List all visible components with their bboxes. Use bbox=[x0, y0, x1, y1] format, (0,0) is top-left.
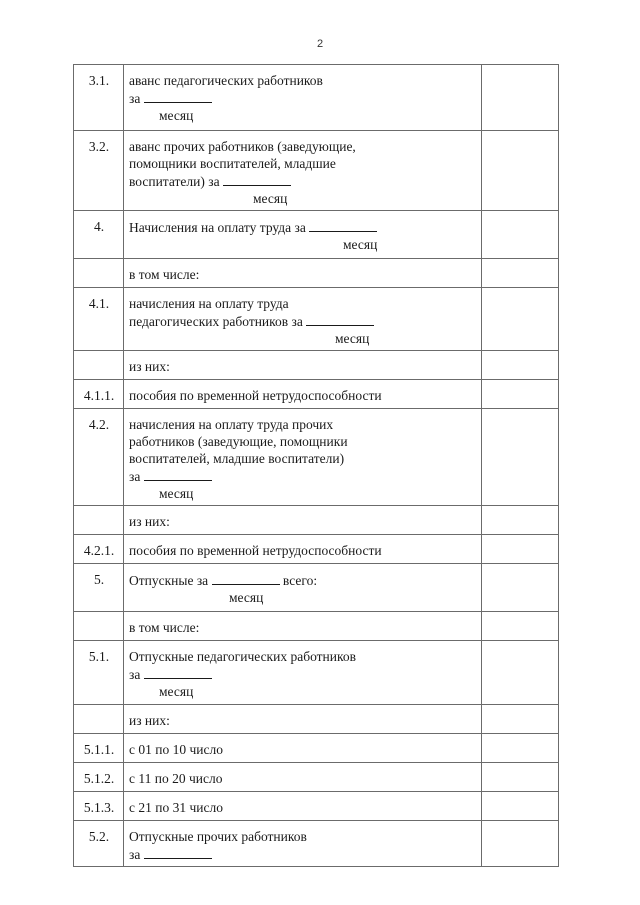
row-text-line: начисления на оплату труда bbox=[129, 296, 289, 311]
table-row bbox=[74, 792, 559, 821]
row-description bbox=[124, 564, 482, 612]
table-row bbox=[74, 705, 559, 734]
row-description bbox=[124, 65, 482, 131]
table-row bbox=[74, 821, 559, 867]
blank-field-line: за bbox=[129, 665, 477, 683]
row-text-line: аванс педагогических работников bbox=[129, 73, 323, 88]
row-description: из них: bbox=[124, 351, 482, 380]
row-number: 5.1.3. bbox=[74, 792, 124, 821]
value-cell[interactable] bbox=[482, 65, 559, 131]
row-text-line: помощники воспитателей, младшие bbox=[129, 156, 336, 171]
blank-field-line: Начисления на оплату труда за bbox=[129, 218, 477, 236]
value-cell[interactable] bbox=[482, 351, 559, 380]
blank-field[interactable] bbox=[212, 571, 280, 585]
row-description bbox=[124, 288, 482, 351]
table-row bbox=[74, 641, 559, 705]
blank-field-line: воспитатели) за bbox=[129, 172, 477, 190]
sub-label: месяц bbox=[229, 590, 264, 605]
row-number bbox=[74, 612, 124, 641]
row-description: пособия по временной нетрудоспособности bbox=[124, 535, 482, 564]
row-text-line: Отпускные педагогических работников bbox=[129, 649, 356, 664]
table-row bbox=[74, 734, 559, 763]
value-cell[interactable] bbox=[482, 380, 559, 409]
blank-field[interactable] bbox=[306, 312, 374, 326]
row-text-line: воспитателей, младшие воспитатели) bbox=[129, 451, 345, 466]
row-description: в том числе: bbox=[124, 259, 482, 288]
table-row bbox=[74, 259, 559, 288]
sub-label: месяц bbox=[335, 331, 370, 346]
blank-field-line: за bbox=[129, 845, 477, 863]
value-cell[interactable] bbox=[482, 211, 559, 259]
sub-label: месяц bbox=[159, 108, 194, 123]
table-row bbox=[74, 612, 559, 641]
report-table bbox=[73, 64, 559, 867]
blank-field[interactable] bbox=[309, 218, 377, 232]
row-number: 4.2.1. bbox=[74, 535, 124, 564]
row-text-line: Отпускные прочих работников bbox=[129, 829, 307, 844]
row-description: с 21 по 31 число bbox=[124, 792, 482, 821]
value-cell[interactable] bbox=[482, 792, 559, 821]
sub-label: месяц bbox=[253, 191, 288, 206]
blank-field[interactable] bbox=[144, 665, 212, 679]
row-description: пособия по временной нетрудоспособности bbox=[124, 380, 482, 409]
table-row bbox=[74, 65, 559, 131]
table-row bbox=[74, 535, 559, 564]
page-number: 2 bbox=[316, 38, 324, 50]
value-cell[interactable] bbox=[482, 506, 559, 535]
table-row bbox=[74, 288, 559, 351]
row-description bbox=[124, 211, 482, 259]
row-description: из них: bbox=[124, 506, 482, 535]
row-number: 4.1. bbox=[74, 288, 124, 351]
row-description bbox=[124, 821, 482, 867]
sub-label: месяц bbox=[159, 486, 194, 501]
row-number: 4.2. bbox=[74, 409, 124, 506]
row-description: с 01 по 10 число bbox=[124, 734, 482, 763]
value-cell[interactable] bbox=[482, 821, 559, 867]
blank-field[interactable] bbox=[223, 172, 291, 186]
row-number bbox=[74, 506, 124, 535]
value-cell[interactable] bbox=[482, 131, 559, 211]
blank-field-line: за bbox=[129, 89, 477, 107]
row-number: 5.2. bbox=[74, 821, 124, 867]
row-description: из них: bbox=[124, 705, 482, 734]
blank-field[interactable] bbox=[144, 845, 212, 859]
value-cell[interactable] bbox=[482, 259, 559, 288]
value-cell[interactable] bbox=[482, 409, 559, 506]
value-cell[interactable] bbox=[482, 641, 559, 705]
table-row bbox=[74, 131, 559, 211]
table-row bbox=[74, 506, 559, 535]
value-cell[interactable] bbox=[482, 535, 559, 564]
table-row bbox=[74, 380, 559, 409]
row-text-line: работников (заведующие, помощники bbox=[129, 434, 348, 449]
row-number: 5. bbox=[74, 564, 124, 612]
row-number: 4. bbox=[74, 211, 124, 259]
table-row bbox=[74, 564, 559, 612]
row-description bbox=[124, 641, 482, 705]
row-number bbox=[74, 259, 124, 288]
row-description bbox=[124, 409, 482, 506]
value-cell[interactable] bbox=[482, 763, 559, 792]
row-number: 5.1.2. bbox=[74, 763, 124, 792]
table-row bbox=[74, 763, 559, 792]
blank-field[interactable] bbox=[144, 467, 212, 481]
value-cell[interactable] bbox=[482, 734, 559, 763]
table-row bbox=[74, 351, 559, 380]
row-number: 3.1. bbox=[74, 65, 124, 131]
sub-label: месяц bbox=[159, 684, 194, 699]
row-number: 5.1. bbox=[74, 641, 124, 705]
row-number: 5.1.1. bbox=[74, 734, 124, 763]
row-number: 3.2. bbox=[74, 131, 124, 211]
row-number bbox=[74, 351, 124, 380]
value-cell[interactable] bbox=[482, 564, 559, 612]
blank-field[interactable] bbox=[144, 89, 212, 103]
row-description: с 11 по 20 число bbox=[124, 763, 482, 792]
table-row bbox=[74, 211, 559, 259]
sub-label: месяц bbox=[343, 237, 378, 252]
row-description: в том числе: bbox=[124, 612, 482, 641]
row-description bbox=[124, 131, 482, 211]
blank-field-line: педагогических работников за bbox=[129, 312, 477, 330]
table-row bbox=[74, 409, 559, 506]
row-text-line: начисления на оплату труда прочих bbox=[129, 417, 334, 432]
value-cell[interactable] bbox=[482, 705, 559, 734]
row-text-line: аванс прочих работников (заведующие, bbox=[129, 139, 356, 154]
value-cell[interactable] bbox=[482, 612, 559, 641]
row-number: 4.1.1. bbox=[74, 380, 124, 409]
row-number bbox=[74, 705, 124, 734]
blank-field-line: за bbox=[129, 467, 477, 485]
blank-field-line: Отпускные за всего: bbox=[129, 573, 318, 588]
value-cell[interactable] bbox=[482, 288, 559, 351]
